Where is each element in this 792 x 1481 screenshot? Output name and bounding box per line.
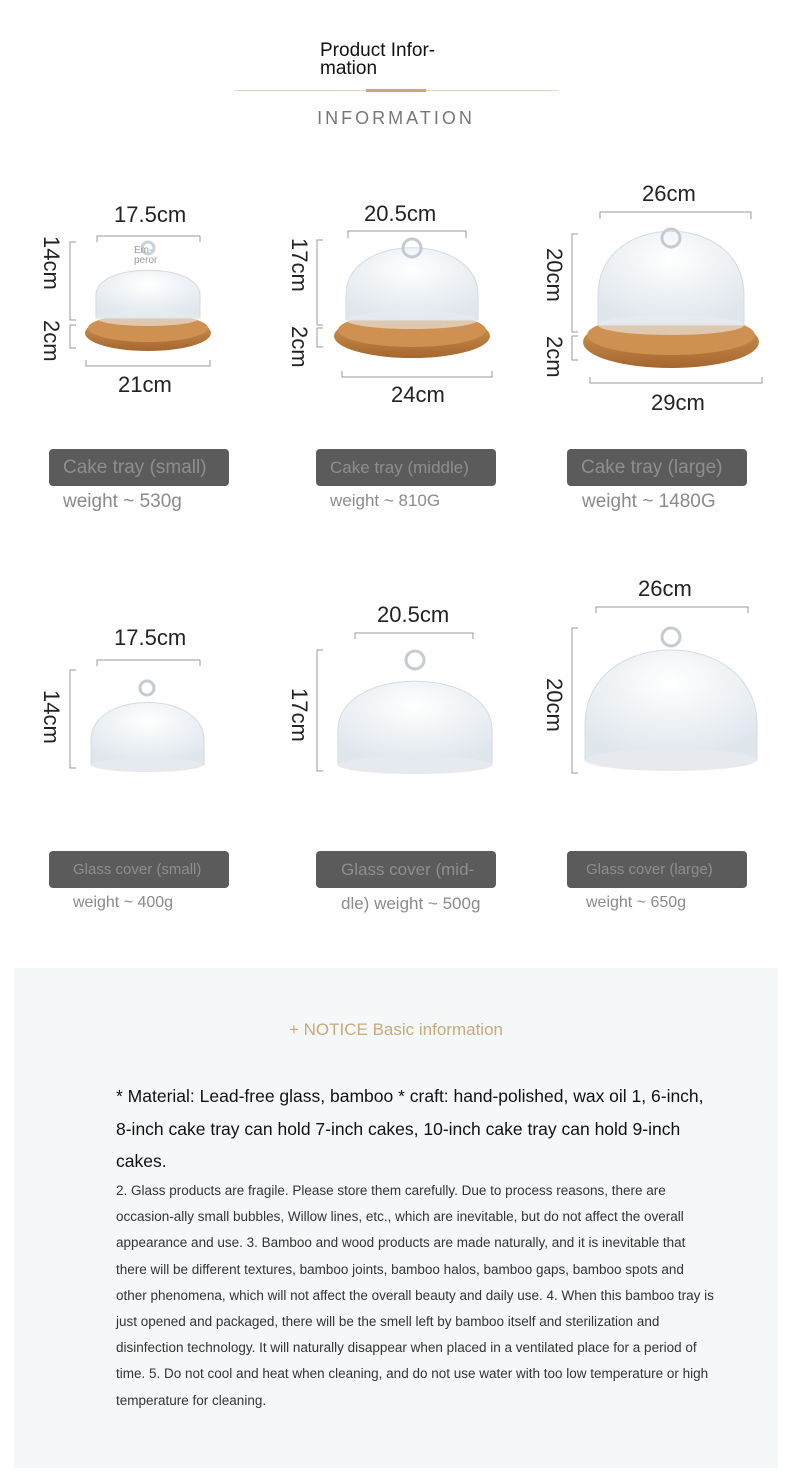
tray-large-width: 26cm bbox=[642, 181, 696, 206]
tray-small-dome-height: 14cm bbox=[39, 236, 64, 290]
cover-middle-height: 17cm bbox=[287, 688, 312, 742]
tray-middle-dome-height: 17cm bbox=[287, 238, 312, 292]
cover-middle-weight: dle) weight ~ 500g bbox=[341, 894, 481, 913]
cover-small-weight: weight ~ 400g bbox=[73, 894, 174, 911]
tray-large-diameter: 29cm bbox=[651, 390, 705, 415]
page-title: Product Infor- mation bbox=[320, 40, 436, 79]
tray-middle-weight: weight ~ 810G bbox=[330, 491, 441, 510]
tray-small-label: Cake tray (small) bbox=[49, 449, 229, 486]
cover-large-label: Glass cover (large) bbox=[567, 851, 747, 888]
tray-middle-diameter: 24cm bbox=[391, 382, 445, 407]
tray-large-dome-height: 20cm bbox=[542, 248, 567, 302]
cover-middle-width: 20.5cm bbox=[377, 602, 450, 627]
notice-heading: + NOTICE Basic information bbox=[289, 1020, 503, 1039]
tray-middle-width: 20.5cm bbox=[364, 201, 437, 226]
tray-middle-tray-height: 2cm bbox=[287, 326, 312, 368]
tray-small-width: 17.5cm bbox=[114, 202, 187, 227]
cover-small-width: 17.5cm bbox=[114, 625, 187, 650]
cover-large-height: 20cm bbox=[542, 678, 567, 732]
tray-small-watermark: Em- peror bbox=[134, 245, 158, 266]
tray-large-weight: weight ~ 1480G bbox=[582, 491, 716, 512]
tray-small-diameter: 21cm bbox=[118, 372, 172, 397]
page-subtitle: INFORMATION bbox=[317, 108, 475, 128]
tray-small-weight: weight ~ 530g bbox=[63, 491, 182, 512]
notice-material-paragraph: * Material: Lead-free glass, bamboo * craft: hand-polished, wax oil 1, 6-inch, 8-inch cake tray can hold 7-inch cakes, 10-inch cake tray can hold 9-inch cakes. bbox=[116, 1086, 704, 1171]
tray-middle-label: Cake tray (middle) bbox=[316, 449, 496, 486]
cover-middle-label: Glass cover (mid- bbox=[316, 851, 496, 888]
tray-small-tray-height: 2cm bbox=[39, 320, 64, 362]
cover-small-height: 14cm bbox=[39, 690, 64, 744]
tray-large-label: Cake tray (large) bbox=[567, 449, 747, 486]
cover-large-weight: weight ~ 650g bbox=[586, 894, 687, 911]
cover-large-width: 26cm bbox=[638, 576, 692, 601]
cover-small-label: Glass cover (small) bbox=[49, 851, 229, 888]
notice-care-paragraph: 2. Glass products are fragile. Please store them carefully. Due to process reasons, there are occasion-ally small bubbles, Willow lines, etc., which are inevitable, but do not affect the overall appearance and use. 3. Bamboo and wood products are made naturally, and it is inevitable that there will be different textures, bamboo joints, bamboo halos, bamboo gaps, bamboo spots and other phenomena, which will not affect the overall beauty and daily use. 4. When this bamboo tray is just opened and packaged, there will be the smell left by bamboo itself and sterilization and disinfection technology. It will naturally disappear when placed in a ventilated place for a period of time. 5. Do not cool and heat when cleaning, and do not use water with too low temperature or high temperature for cleaning. bbox=[116, 1183, 714, 1408]
tray-large-tray-height: 2cm bbox=[542, 336, 567, 378]
